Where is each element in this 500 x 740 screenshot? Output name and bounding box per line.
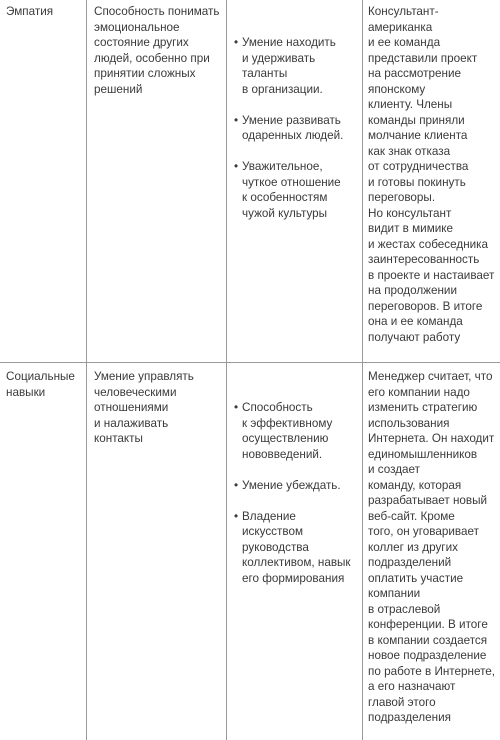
skill-item: • Умение развивать одаренных людей. bbox=[234, 113, 357, 144]
table-row-empathy bbox=[0, 0, 500, 363]
skill-item: • Владение искусством руководства коллективом, навык его формирования bbox=[234, 509, 357, 587]
skills-cell bbox=[227, 0, 363, 363]
skills-cell bbox=[227, 363, 363, 740]
competence-name-cell: Социальные навыки bbox=[0, 363, 87, 740]
definition-cell: Умение управлять человеческими отношениями и налаживать контакты bbox=[87, 363, 227, 740]
table-row-social-skills bbox=[0, 363, 500, 740]
skills-list bbox=[234, 20, 357, 237]
skill-item: • Умение находить и удерживать таланты в организации. bbox=[234, 35, 357, 97]
example-cell: Менеджер считает, что его компании надо изменить стратегию использования Интернета. Он находит единомышленников и создает команду, которая разрабатывает новый веб-сайт. Кроме того, он уговаривает коллег из других подразделений оплатить участие компании в отраслевой конференции. В итоге в компании создается новое подразделение по работе в Интернете, а его назначают главой этого подразделения bbox=[363, 363, 500, 740]
definition-cell: Способность понимать эмоциональное состояние других людей, особенно при принятии сложных решений bbox=[87, 0, 227, 363]
skill-item: • Умение убеждать. bbox=[234, 478, 357, 494]
skill-item: • Уважительное, чуткое отношение к особенностям чужой культуры bbox=[234, 159, 357, 221]
skill-item: • Способность к эффективному осуществлению нововведений. bbox=[234, 400, 357, 462]
skills-list bbox=[234, 385, 357, 602]
example-cell: Консультант- американка и ее команда представили проект на рассмотрение японскому клиенту. Члены команды приняли молчание клиента как знак отказа от сотрудничества и готовы покинуть переговоры. Но консультант видит в мимике и жестах собеседника заинтересованность в проекте и настаивает на продолжении переговоров. В итоге она и ее команда получают работу bbox=[363, 0, 500, 363]
competence-name-cell: Эмпатия bbox=[0, 0, 87, 363]
